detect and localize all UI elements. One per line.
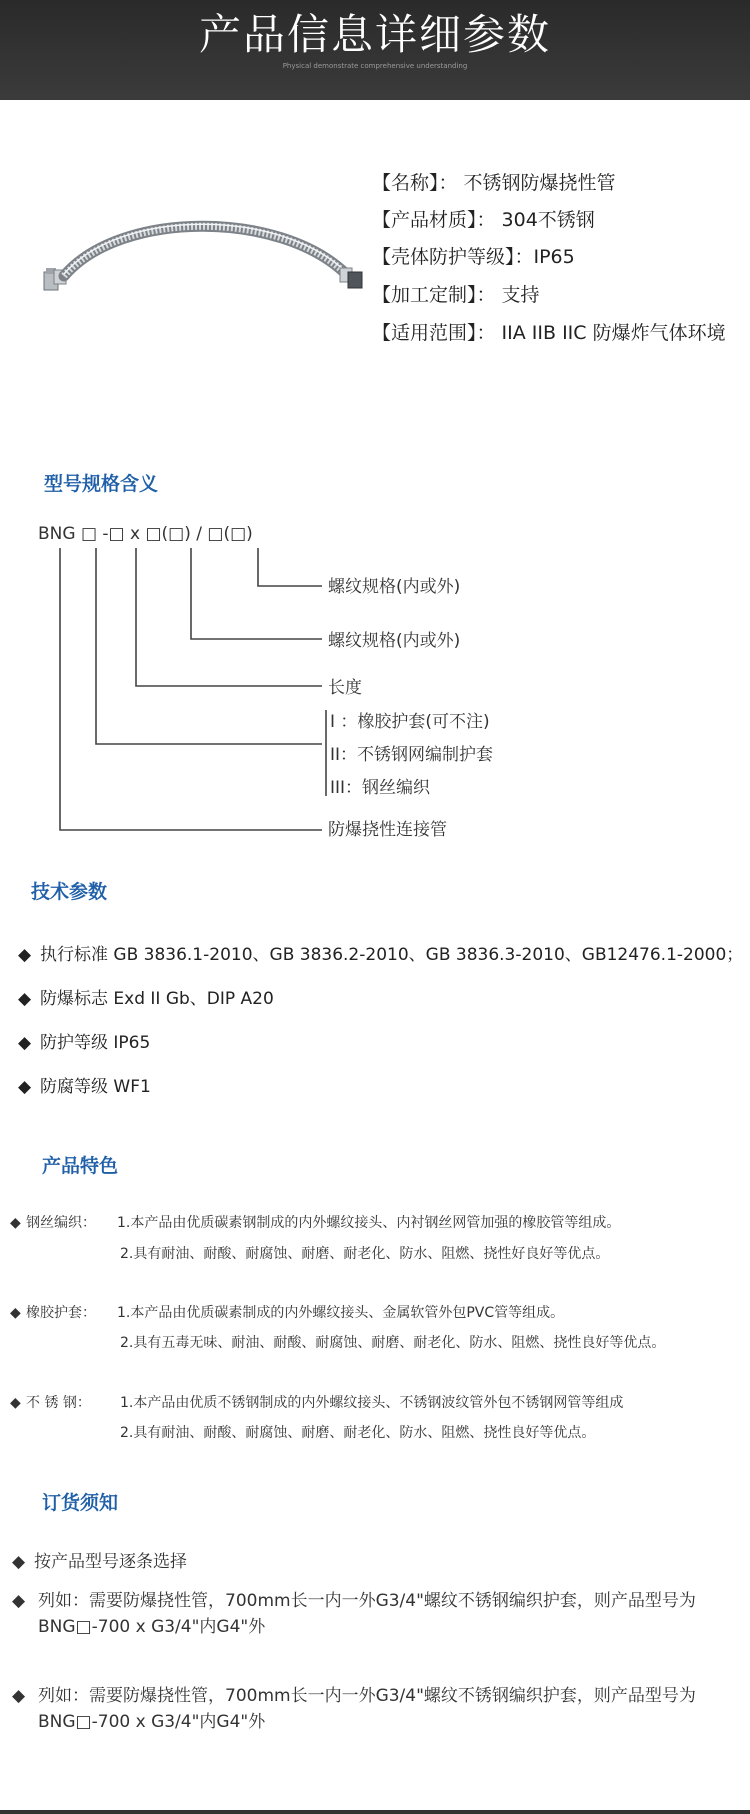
spec-protection: 【壳体防护等级】：IP65 bbox=[372, 246, 575, 268]
page-title: 产品信息详细参数 bbox=[198, 10, 551, 59]
feature-line: 1.本产品由优质不锈钢制成的内外螺纹接头、不锈钢波纹管外包不锈钢网管等组成 bbox=[120, 1395, 624, 1411]
tech-item: ◆ 执行标准 GB 3836.1-2010、GB 3836.2-2010、GB 3836.3-2010、GB12476.1-2000； bbox=[18, 945, 744, 965]
spec-scope: 【适用范围】： IIA IIB IIC 防爆炸气体环境 bbox=[372, 322, 726, 344]
spec-name: 【名称】： 不锈钢防爆挠性管 bbox=[372, 172, 616, 194]
bottom-border bbox=[0, 1810, 750, 1814]
order-item: ◆ 列如：需要防爆挠性管，700mm长一内一外G3/4"螺纹不锈钢编织护套，则产品型号为BNG□-700 x G3/4"内G4"外 bbox=[12, 1591, 696, 1637]
branch-thread-spec-2: 螺纹规格(内或外) bbox=[328, 577, 461, 597]
feature-line: 2.具有耐油、耐酸、耐腐蚀、耐磨、耐老化、防水、阻燃、挠性好良好等优点。 bbox=[120, 1246, 610, 1262]
right-fitting-icon bbox=[340, 268, 362, 288]
branch-type-mesh: II：不锈钢网编制护套 bbox=[330, 745, 494, 765]
feature-line: 1.本产品由优质碳素制成的内外螺纹接头、金属软管外包PVC管等组成。 bbox=[117, 1305, 565, 1321]
tech-section-title: 技术参数 bbox=[31, 881, 108, 903]
order-item: ◆ 列如：需要防爆挠性管，700mm长一内一外G3/4"螺纹不锈钢编织护套，则产品型号为BNG□-700 x G3/4"内G4"外 bbox=[12, 1686, 696, 1732]
branch-thread-spec-1: 螺纹规格(内或外) bbox=[328, 631, 461, 651]
branch-type-rubber: I ：橡胶护套(可不注) bbox=[330, 712, 490, 732]
tech-item: ◆ 防爆标志 Exd II Gb、DIP A20 bbox=[18, 989, 274, 1009]
branch-length: 长度 bbox=[328, 678, 362, 698]
tech-item: ◆ 防腐等级 WF1 bbox=[18, 1077, 151, 1097]
feature-label-rubber: ◆ 橡胶护套： bbox=[10, 1305, 96, 1321]
spec-custom: 【加工定制】： 支持 bbox=[372, 284, 540, 306]
order-item: ◆ 按产品型号逐条选择 bbox=[12, 1552, 187, 1572]
feature-label-wire: ◆ 钢丝编织： bbox=[10, 1215, 96, 1231]
header-banner bbox=[0, 0, 750, 100]
page-subtitle: Physical demonstrate comprehensive understanding bbox=[282, 62, 468, 70]
tech-item: ◆ 防护等级 IP65 bbox=[18, 1033, 151, 1053]
feature-line: 1.本产品由优质碳素钢制成的内外螺纹接头、内衬钢丝网管加强的橡胶管等组成。 bbox=[117, 1215, 621, 1231]
branch-type-wire: III：钢丝编织 bbox=[330, 778, 431, 798]
feature-line: 2.具有五毒无味、耐油、耐酸、耐腐蚀、耐磨、耐老化、防水、阻燃、挠性良好等优点。 bbox=[120, 1335, 666, 1351]
model-code: BNG □ -□ x □(□) / □(□) bbox=[38, 524, 253, 544]
feature-label-steel: ◆ 不 锈 钢： bbox=[10, 1395, 91, 1411]
features-section-title: 产品特色 bbox=[42, 1155, 119, 1177]
spec-material: 【产品材质】： 304不锈钢 bbox=[372, 209, 595, 231]
feature-line: 2.具有耐油、耐酸、耐腐蚀、耐磨、耐老化、防水、阻燃、挠性良好等优点。 bbox=[120, 1425, 596, 1441]
model-section-title: 型号规格含义 bbox=[44, 473, 159, 495]
hose-product-image bbox=[30, 200, 370, 310]
branch-product-name: 防爆挠性连接管 bbox=[328, 820, 447, 840]
order-section-title: 订货须知 bbox=[42, 1492, 119, 1514]
